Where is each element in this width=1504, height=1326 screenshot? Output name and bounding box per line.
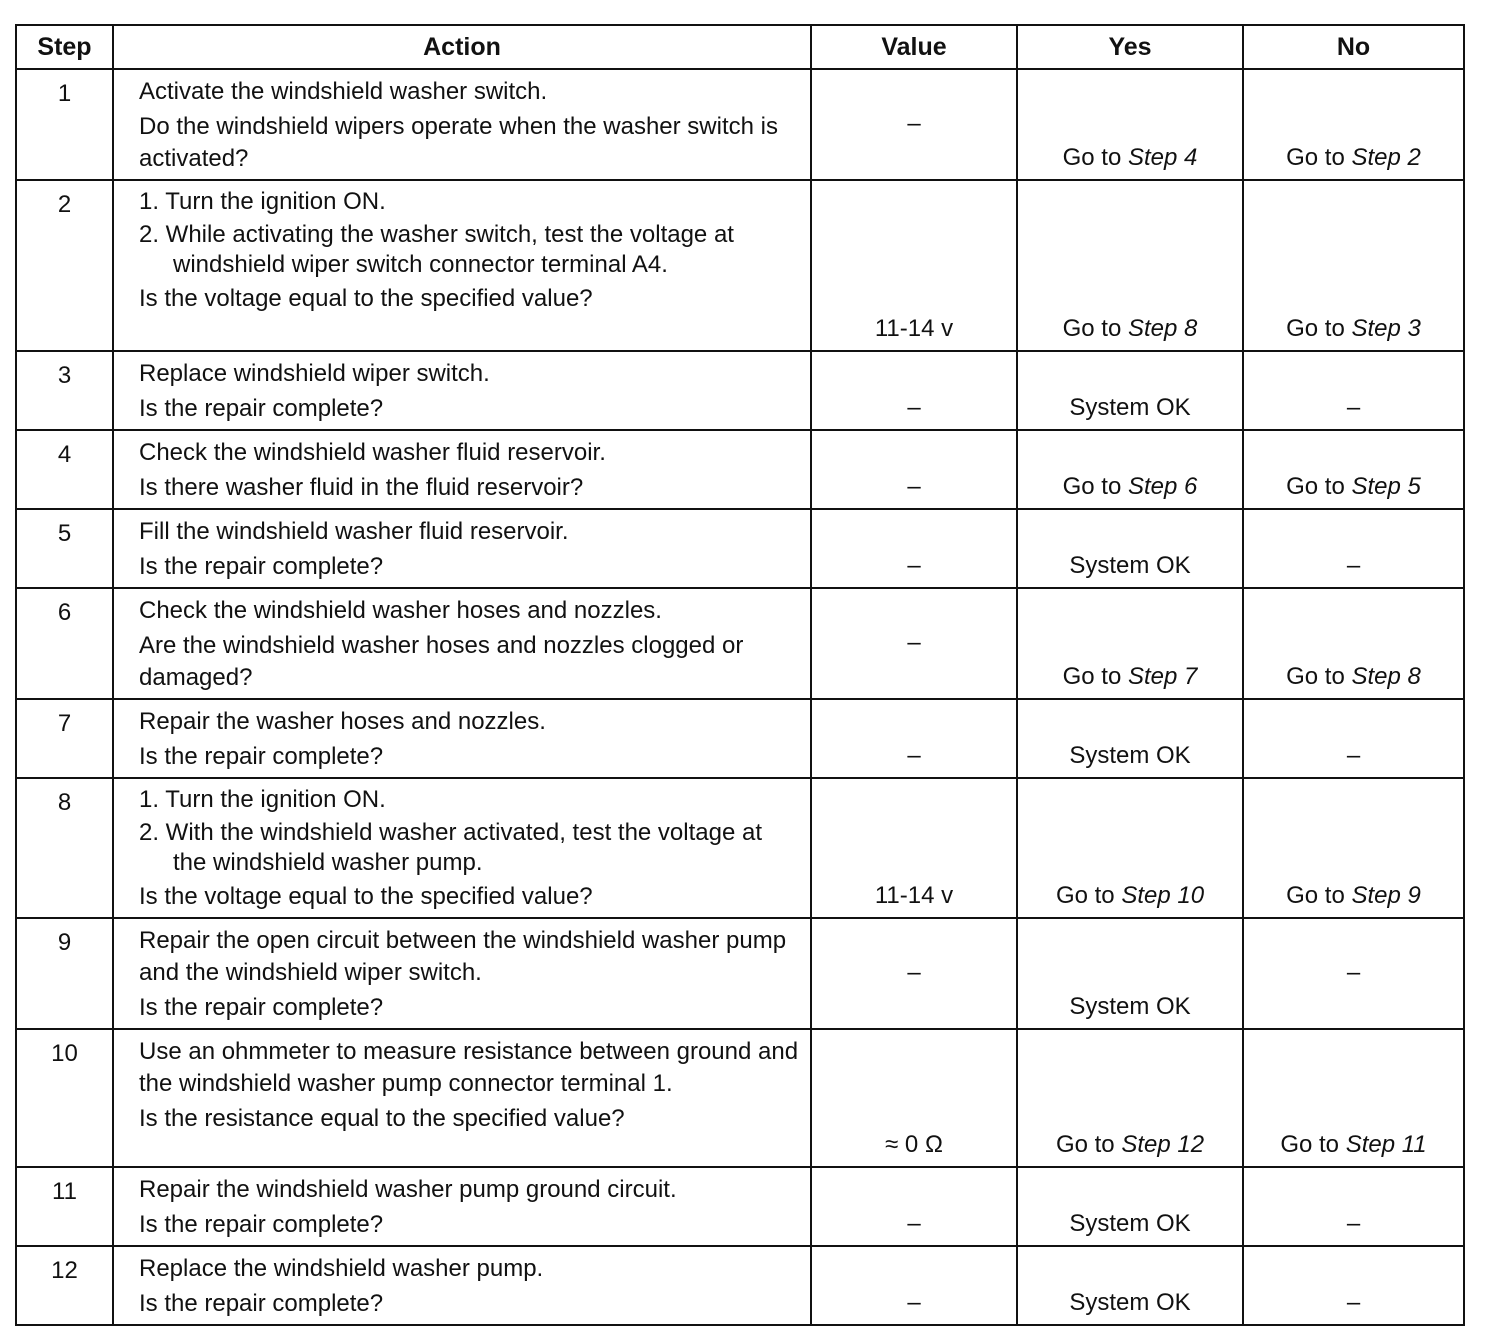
yes-result: System OK bbox=[1069, 394, 1191, 421]
step-number: 2 bbox=[16, 180, 113, 351]
yes-goto bbox=[1018, 142, 1242, 174]
yes-cell bbox=[1017, 588, 1243, 699]
action-line: Use an ohmmeter to measure resistance between ground and the windshield washer pump connector terminal 1. bbox=[139, 1038, 799, 1097]
no-cell bbox=[1243, 351, 1464, 430]
table-row bbox=[16, 69, 1464, 180]
step-number: 9 bbox=[16, 918, 113, 1029]
goto-prefix: Go to bbox=[1062, 663, 1128, 690]
step-number: 10 bbox=[16, 1029, 113, 1167]
goto-prefix: Go to bbox=[1286, 882, 1352, 909]
yes-cell bbox=[1017, 69, 1243, 180]
no-goto bbox=[1244, 142, 1463, 174]
yes-cell bbox=[1017, 180, 1243, 351]
no-cell bbox=[1243, 1246, 1464, 1325]
header-yes: Yes bbox=[1017, 25, 1243, 69]
value-cell bbox=[811, 1029, 1017, 1167]
action-line: Is the repair complete? bbox=[139, 395, 384, 422]
step-reference: Step 9 bbox=[1351, 882, 1421, 909]
value-cell bbox=[811, 918, 1017, 1029]
value-cell bbox=[811, 1246, 1017, 1325]
table-row bbox=[16, 918, 1464, 1029]
no-cell bbox=[1243, 699, 1464, 778]
action-line: Replace the windshield washer pump. bbox=[139, 1255, 544, 1282]
no-goto bbox=[1244, 1129, 1463, 1161]
no-result: – bbox=[1346, 1289, 1361, 1316]
value-cell bbox=[811, 1167, 1017, 1246]
step-number: 1 bbox=[16, 69, 113, 180]
table-row bbox=[16, 180, 1464, 351]
action-line: Fill the windshield washer fluid reservoir. bbox=[139, 518, 569, 545]
yes-goto bbox=[1018, 471, 1242, 503]
value-text: – bbox=[907, 629, 921, 656]
action-line: Is the repair complete? bbox=[139, 553, 384, 580]
action-cell bbox=[113, 1246, 811, 1325]
no-cell bbox=[1243, 69, 1464, 180]
value-cell bbox=[811, 509, 1017, 588]
step-number: 7 bbox=[16, 699, 113, 778]
value-text: – bbox=[907, 1210, 921, 1237]
action-line: Do the windshield wipers operate when the washer switch is activated? bbox=[139, 113, 778, 172]
step-number: 4 bbox=[16, 430, 113, 509]
diagnostic-table bbox=[15, 24, 1465, 1326]
goto-prefix: Go to bbox=[1286, 315, 1352, 342]
goto-prefix: Go to bbox=[1055, 882, 1122, 909]
step-number: 3 bbox=[16, 351, 113, 430]
yes-result: System OK bbox=[1069, 993, 1191, 1020]
action-line: Is the resistance equal to the specified value? bbox=[139, 1105, 625, 1132]
action-cell bbox=[113, 351, 811, 430]
no-result: – bbox=[1346, 959, 1361, 986]
action-cell bbox=[113, 1167, 811, 1246]
header-action: Action bbox=[113, 25, 811, 69]
step-number: 5 bbox=[16, 509, 113, 588]
action-cell bbox=[113, 430, 811, 509]
no-cell bbox=[1243, 588, 1464, 699]
action-line: Is the repair complete? bbox=[139, 994, 384, 1021]
no-goto bbox=[1244, 471, 1463, 503]
no-cell bbox=[1243, 180, 1464, 351]
no-cell bbox=[1243, 509, 1464, 588]
step-reference: Step 8 bbox=[1351, 663, 1421, 690]
no-cell bbox=[1243, 1029, 1464, 1167]
step-reference: Step 11 bbox=[1345, 1131, 1427, 1158]
value-text: – bbox=[907, 1289, 921, 1316]
step-reference: Step 8 bbox=[1127, 315, 1198, 342]
no-cell bbox=[1243, 430, 1464, 509]
no-result: – bbox=[1346, 394, 1361, 421]
yes-result: System OK bbox=[1069, 1210, 1191, 1237]
goto-prefix: Go to bbox=[1286, 663, 1352, 690]
yes-result: System OK bbox=[1069, 1289, 1191, 1316]
yes-cell bbox=[1017, 430, 1243, 509]
yes-goto bbox=[1018, 661, 1242, 693]
goto-prefix: Go to bbox=[1062, 144, 1128, 171]
yes-goto bbox=[1018, 880, 1242, 912]
table-row bbox=[16, 699, 1464, 778]
value-cell bbox=[811, 430, 1017, 509]
action-line: Is the repair complete? bbox=[139, 1290, 384, 1317]
value-cell bbox=[811, 588, 1017, 699]
value-cell bbox=[811, 351, 1017, 430]
header-step: Step bbox=[16, 25, 113, 69]
goto-prefix: Go to bbox=[1062, 315, 1128, 342]
goto-prefix: Go to bbox=[1286, 144, 1352, 171]
no-goto bbox=[1244, 313, 1463, 345]
value-text: – bbox=[907, 110, 921, 137]
no-result: – bbox=[1346, 742, 1361, 769]
step-reference: Step 3 bbox=[1351, 315, 1421, 342]
action-line: 2. With the windshield washer activated, test the voltage at the windshield washer pump. bbox=[139, 819, 763, 876]
value-cell bbox=[811, 699, 1017, 778]
step-number: 8 bbox=[16, 778, 113, 918]
action-line: Check the windshield washer hoses and nozzles. bbox=[139, 597, 662, 624]
action-line: Is there washer fluid in the fluid reservoir? bbox=[139, 474, 584, 501]
goto-prefix: Go to bbox=[1055, 1131, 1122, 1158]
value-text: – bbox=[907, 473, 921, 500]
step-reference: Step 12 bbox=[1121, 1131, 1205, 1158]
value-text: 11-14 v bbox=[874, 315, 954, 342]
yes-goto bbox=[1018, 1129, 1242, 1161]
value-text: ≈ 0 Ω bbox=[885, 1131, 943, 1158]
step-reference: Step 6 bbox=[1127, 473, 1198, 500]
no-result: – bbox=[1346, 552, 1361, 579]
yes-cell bbox=[1017, 351, 1243, 430]
value-cell bbox=[811, 180, 1017, 351]
table-row bbox=[16, 430, 1464, 509]
action-cell bbox=[113, 509, 811, 588]
yes-cell bbox=[1017, 699, 1243, 778]
table-row bbox=[16, 1167, 1464, 1246]
value-cell bbox=[811, 778, 1017, 918]
action-line: 1. Turn the ignition ON. bbox=[139, 786, 386, 813]
value-text: – bbox=[907, 552, 921, 579]
goto-prefix: Go to bbox=[1280, 1131, 1346, 1158]
yes-cell bbox=[1017, 918, 1243, 1029]
table-row bbox=[16, 509, 1464, 588]
table-row bbox=[16, 1246, 1464, 1325]
yes-result: System OK bbox=[1069, 742, 1191, 769]
step-reference: Step 10 bbox=[1121, 882, 1205, 909]
table-row bbox=[16, 351, 1464, 430]
yes-cell bbox=[1017, 509, 1243, 588]
action-line: 1. Turn the ignition ON. bbox=[139, 188, 386, 215]
no-cell bbox=[1243, 778, 1464, 918]
no-cell bbox=[1243, 1167, 1464, 1246]
action-line: Is the repair complete? bbox=[139, 1211, 384, 1238]
step-number: 12 bbox=[16, 1246, 113, 1325]
value-text: – bbox=[907, 394, 921, 421]
table-row bbox=[16, 588, 1464, 699]
value-cell bbox=[811, 69, 1017, 180]
no-goto bbox=[1244, 661, 1463, 693]
action-line: Repair the washer hoses and nozzles. bbox=[139, 708, 546, 735]
step-reference: Step 5 bbox=[1351, 473, 1421, 500]
action-line: Repair the open circuit between the windshield washer pump and the windshield wiper switch. bbox=[139, 927, 787, 986]
action-cell bbox=[113, 69, 811, 180]
step-number: 6 bbox=[16, 588, 113, 699]
action-line: Replace windshield wiper switch. bbox=[139, 360, 490, 387]
yes-result: System OK bbox=[1069, 552, 1191, 579]
yes-goto bbox=[1018, 313, 1242, 345]
step-reference: Step 2 bbox=[1351, 144, 1421, 171]
header-no: No bbox=[1243, 25, 1464, 69]
yes-cell bbox=[1017, 1246, 1243, 1325]
header-row bbox=[16, 25, 1464, 69]
action-cell bbox=[113, 180, 811, 351]
yes-cell bbox=[1017, 1167, 1243, 1246]
action-cell bbox=[113, 1029, 811, 1167]
goto-prefix: Go to bbox=[1286, 473, 1352, 500]
no-cell bbox=[1243, 918, 1464, 1029]
yes-cell bbox=[1017, 778, 1243, 918]
action-line: Is the voltage equal to the specified value? bbox=[139, 285, 593, 312]
action-line: Check the windshield washer fluid reservoir. bbox=[139, 439, 606, 466]
step-reference: Step 4 bbox=[1127, 144, 1198, 171]
goto-prefix: Go to bbox=[1062, 473, 1128, 500]
value-text: 11-14 v bbox=[874, 882, 954, 909]
action-cell bbox=[113, 699, 811, 778]
action-line: Is the voltage equal to the specified value? bbox=[139, 883, 593, 910]
step-reference: Step 7 bbox=[1127, 663, 1198, 690]
action-line: Are the windshield washer hoses and nozzles clogged or damaged? bbox=[139, 632, 744, 691]
no-goto bbox=[1244, 880, 1463, 912]
value-text: – bbox=[907, 959, 921, 986]
table-row bbox=[16, 1029, 1464, 1167]
action-cell bbox=[113, 778, 811, 918]
action-cell bbox=[113, 918, 811, 1029]
action-line: Is the repair complete? bbox=[139, 743, 384, 770]
step-number: 11 bbox=[16, 1167, 113, 1246]
action-cell bbox=[113, 588, 811, 699]
action-line: 2. While activating the washer switch, test the voltage at windshield wiper switch connector terminal A4. bbox=[139, 221, 734, 278]
action-line: Repair the windshield washer pump ground circuit. bbox=[139, 1176, 677, 1203]
yes-cell bbox=[1017, 1029, 1243, 1167]
header-value: Value bbox=[811, 25, 1017, 69]
value-text: – bbox=[907, 742, 921, 769]
action-line: Activate the windshield washer switch. bbox=[139, 78, 548, 105]
table-row bbox=[16, 778, 1464, 918]
no-result: – bbox=[1346, 1210, 1361, 1237]
